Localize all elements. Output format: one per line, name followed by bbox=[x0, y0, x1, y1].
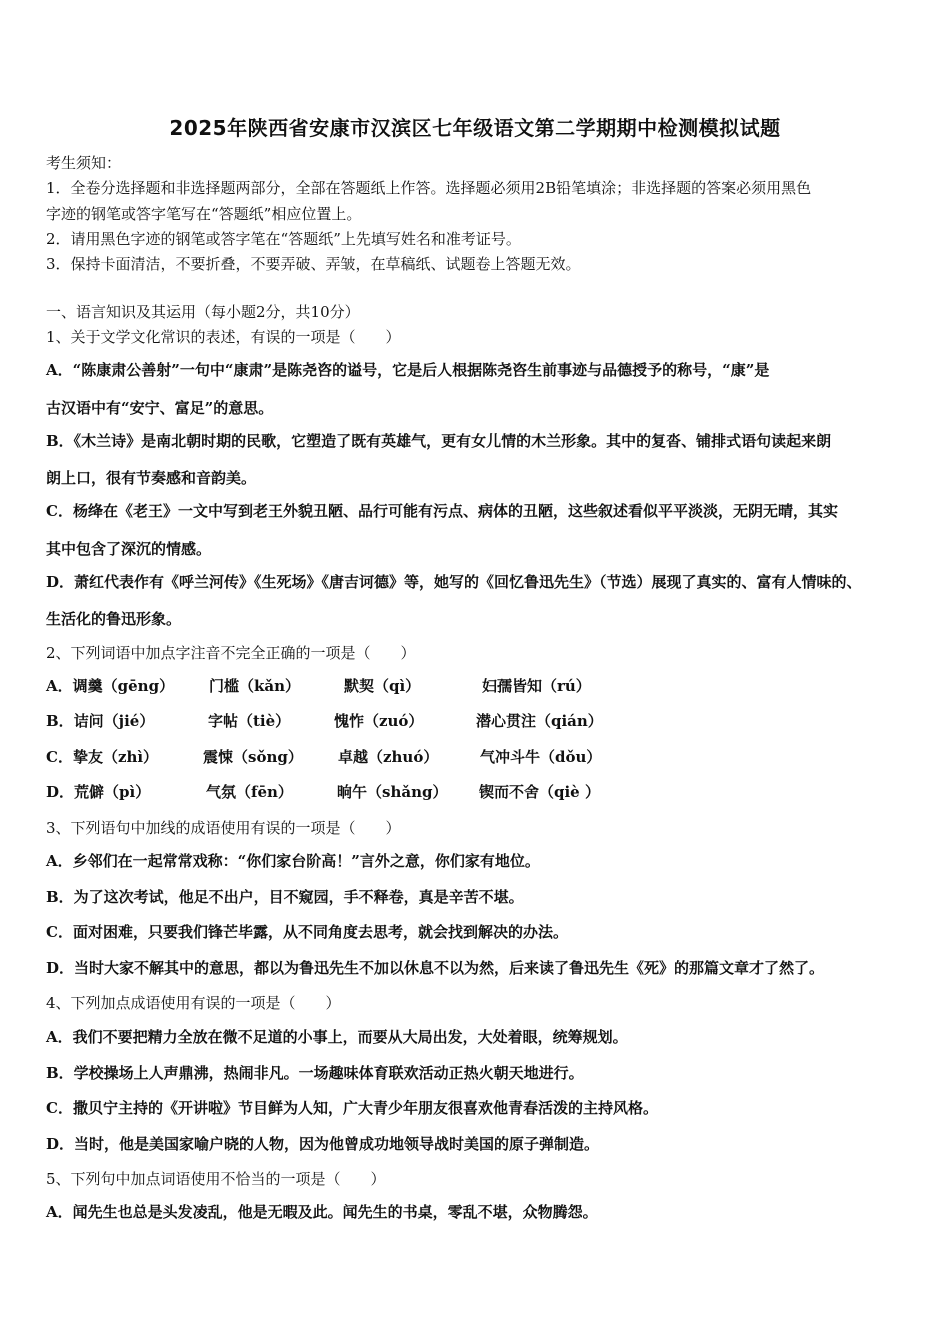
q2-b-word-2: 字帖（tiè） bbox=[208, 712, 291, 730]
notice-line-2: 字迹的钢笔或答字笔写在“答题纸”相应位置上。 bbox=[46, 205, 362, 223]
notice-line-3: 2．请用黑色字迹的钢笔或答字笔在“答题纸”上先填写姓名和准考证号。 bbox=[46, 230, 521, 248]
q2-b-word-3: 愧怍（zuó） bbox=[334, 712, 424, 730]
q2-a-word-3: 默契（qì） bbox=[344, 677, 421, 695]
notice-line-4: 3．保持卡面清洁，不要折叠，不要弄破、弄皱，在草稿纸、试题卷上答题无效。 bbox=[46, 255, 581, 273]
q1-option-a: A．“陈康肃公善射”一句中“康肃”是陈尧咨的谥号，它是后人根据陈尧咨生前事迹与品德授予的称号，“康”是 bbox=[46, 361, 770, 379]
q2-b-word-1: B．诘问（jié） bbox=[46, 712, 155, 730]
notice-line-1: 1．全卷分选择题和非选择题两部分，全部在答题纸上作答。选择题必须用2B铅笔填涂；非选择题的答案必须用黑色 bbox=[46, 179, 812, 197]
q2-c-word-2: 震悚（sǒng） bbox=[203, 748, 303, 766]
q3-option-a: A．乡邻们在一起常常戏称：“你们家台阶高！”言外之意，你们家有地位。 bbox=[46, 852, 540, 870]
q1-option-a-cont: 古汉语中有“安宁、富足”的意思。 bbox=[46, 399, 274, 417]
q3-stem: 3、下列语句中加线的成语使用有误的一项是（ ） bbox=[46, 819, 401, 837]
section-heading: 一、语言知识及其运用（每小题2分，共10分） bbox=[46, 303, 360, 321]
q2-c-word-4: 气冲斗牛（dǒu） bbox=[480, 748, 602, 766]
q5-option-a: A．闻先生也总是头发凌乱，他是无暇及此。闻先生的书桌，零乱不堪，众物腾怨。 bbox=[46, 1203, 598, 1221]
q2-d-word-4: 锲而不舍（qiè ） bbox=[479, 783, 600, 801]
q1-option-c-cont: 其中包含了深沉的情感。 bbox=[46, 540, 212, 558]
q1-option-c: C．杨绛在《老王》一文中写到老王外貌丑陋、品行可能有污点、病体的丑陋，这些叙述看似平平淡淡，无阴无晴，其实 bbox=[46, 502, 838, 520]
q3-option-d: D．当时大家不解其中的意思，都以为鲁迅先生不加以休息不以为然，后来读了鲁迅先生《死》的那篇文章才了然了。 bbox=[46, 959, 825, 977]
q2-a-word-1: A．调羹（gēng） bbox=[46, 677, 175, 695]
q2-d-word-3: 晌午（shǎng） bbox=[337, 783, 448, 801]
q2-a-word-4: 妇孺皆知（rú） bbox=[482, 677, 591, 695]
q1-stem: 1、关于文学文化常识的表述，有误的一项是（ ） bbox=[46, 328, 401, 346]
q4-stem: 4、下列加点成语使用有误的一项是（ ） bbox=[46, 994, 341, 1012]
q1-option-b-cont: 朗上口，很有节奏感和音韵美。 bbox=[46, 469, 257, 487]
page-title: 2025年陕西省安康市汉滨区七年级语文第二学期期中检测模拟试题 bbox=[169, 116, 781, 140]
q4-option-b: B．学校操场上人声鼎沸，热闹非凡。一场趣味体育联欢活动正热火朝天地进行。 bbox=[46, 1064, 584, 1082]
q2-d-word-2: 气氛（fēn） bbox=[206, 783, 293, 801]
q1-option-b: B．《木兰诗》是南北朝时期的民歌，它塑造了既有英雄气，更有女儿情的木兰形象。其中的复沓、铺排式语句读起来朗 bbox=[46, 432, 832, 450]
q3-option-c: C．面对困难，只要我们锋芒毕露，从不同角度去思考，就会找到解决的办法。 bbox=[46, 923, 568, 941]
q4-option-a: A．我们不要把精力全放在微不足道的小事上，而要从大局出发，大处着眼，统筹规划。 bbox=[46, 1028, 628, 1046]
q1-option-d: D．萧红代表作有《呼兰河传》《生死场》《唐吉诃德》等，她写的《回忆鲁迅先生》（节选）展现了真实的、富有人情味的、 bbox=[46, 573, 862, 591]
q2-c-word-1: C．挚友（zhì） bbox=[46, 748, 159, 766]
q4-option-d: D．当时，他是美国家喻户晓的人物，因为他曾成功地领导战时美国的原子弹制造。 bbox=[46, 1135, 600, 1153]
notice-heading: 考生须知： bbox=[46, 154, 122, 172]
q2-d-word-1: D．荒僻（pì） bbox=[46, 783, 151, 801]
q2-b-word-4: 潜心贯注（qián） bbox=[476, 712, 603, 730]
q5-stem: 5、下列句中加点词语使用不恰当的一项是（ ） bbox=[46, 1170, 386, 1188]
q4-option-c: C．撒贝宁主持的《开讲啦》节目鲜为人知，广大青少年朋友很喜欢他青春活泼的主持风格。 bbox=[46, 1099, 658, 1117]
q1-option-d-cont: 生活化的鲁迅形象。 bbox=[46, 610, 182, 628]
q2-c-word-3: 卓越（zhuó） bbox=[338, 748, 439, 766]
q2-a-word-2: 门槛（kǎn） bbox=[209, 677, 301, 695]
q2-stem: 2、下列词语中加点字注音不完全正确的一项是（ ） bbox=[46, 644, 416, 662]
q3-option-b: B．为了这次考试，他足不出户，目不窥园，手不释卷，真是辛苦不堪。 bbox=[46, 888, 524, 906]
